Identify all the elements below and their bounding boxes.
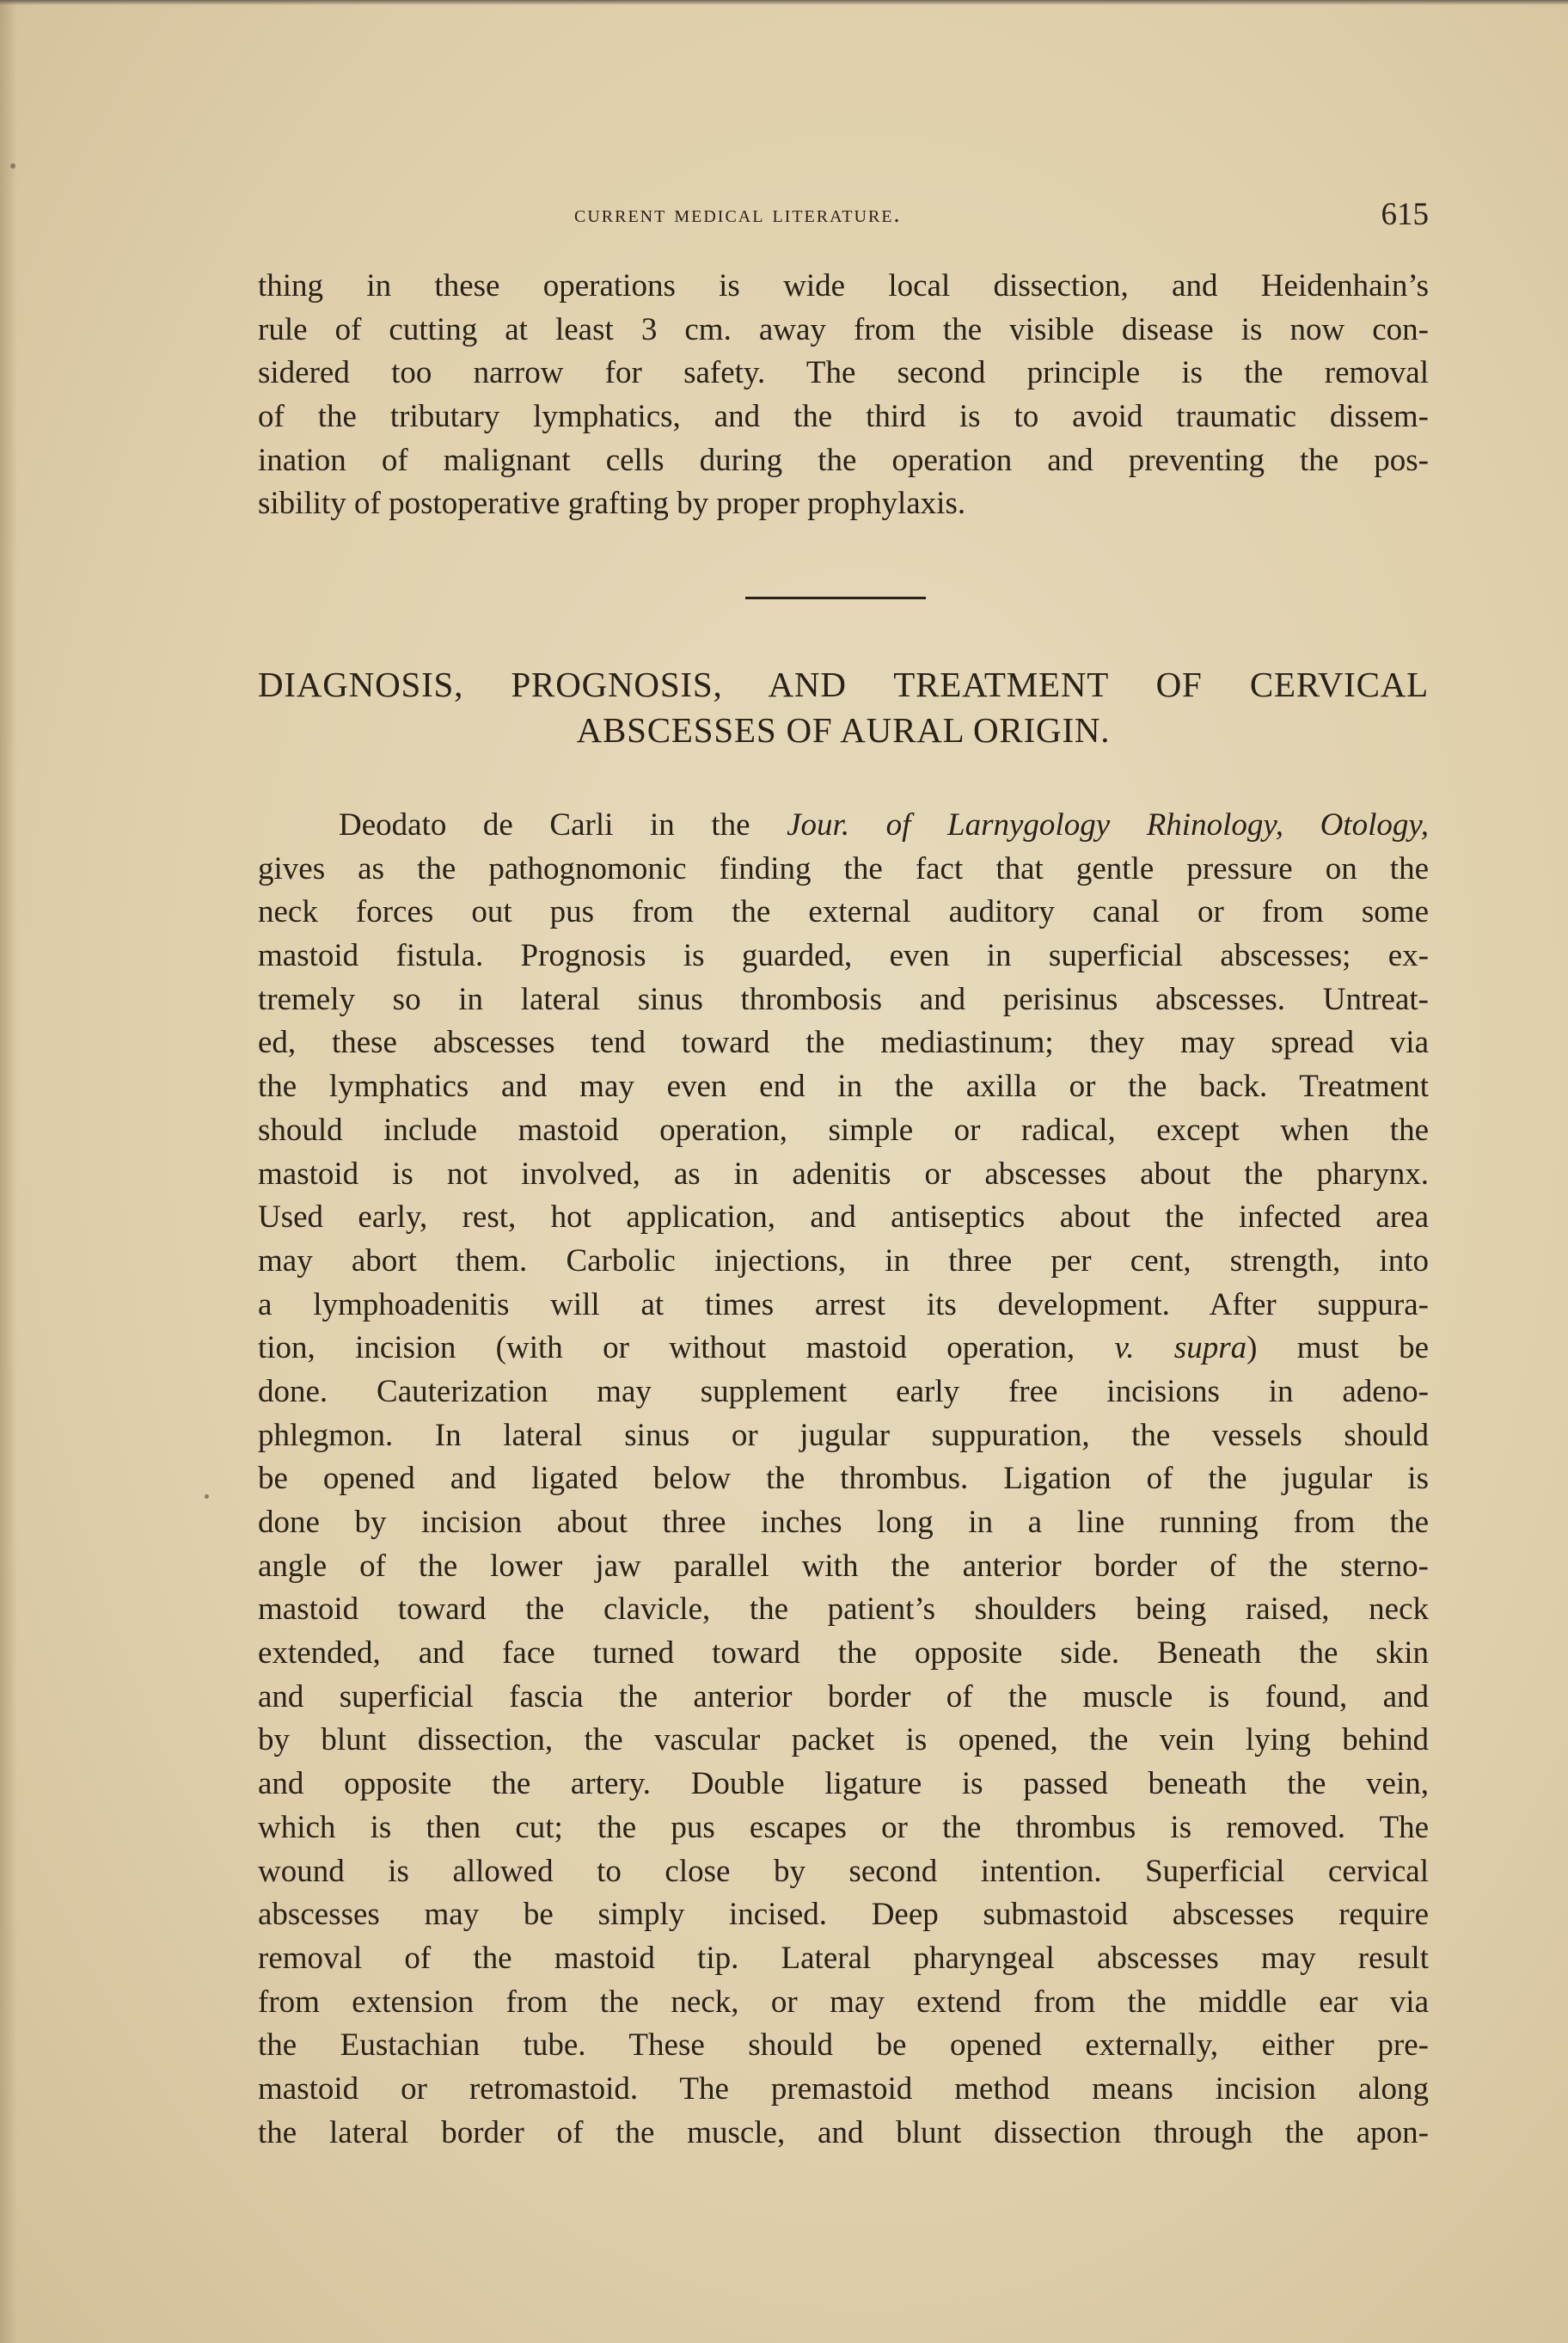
page-number: 615 — [1381, 197, 1429, 232]
text-line: Used early, rest, hot application, and antiseptics about the infected area — [258, 1199, 1429, 1236]
text-line: mastoid fistula. Prognosis is guarded, even in superficial abscesses; ex- — [258, 938, 1429, 974]
text-line: tremely so in lateral sinus thrombosis and perisinus abscesses. Untreat- — [258, 981, 1429, 1017]
latin-phrase-italic: v. supra — [1114, 1330, 1247, 1366]
text-line: abscesses may be simply incised. Deep submastoid abscesses require — [258, 1897, 1429, 1933]
section-heading — [258, 662, 1429, 753]
text-line: and opposite the artery. Double ligature is passed beneath the vein, — [258, 1766, 1429, 1802]
text-line: the lateral border of the muscle, and blunt dissection through the apon- — [258, 2114, 1429, 2150]
text-line-first — [258, 804, 1429, 848]
text-line: gives as the pathognomonic finding the fact that gentle pressure on the — [258, 850, 1429, 886]
text-line: should include mastoid operation, simple or radical, except when the — [258, 1112, 1429, 1148]
text-line: be opened and ligated below the thrombus. Ligation of the jugular is — [258, 1461, 1429, 1497]
heading-line: ABSCESSES OF AURAL ORIGIN. — [576, 710, 1111, 750]
text-line: mastoid toward the clavicle, the patient’s shoulders being raised, neck — [258, 1592, 1429, 1628]
text-line: extended, and face turned toward the opposite side. Beneath the skin — [258, 1635, 1429, 1671]
article-paragraph — [258, 804, 1429, 2155]
text-line: the Eustachian tube. These should be opened externally, either pre- — [258, 2027, 1429, 2064]
text-line: the lymphatics and may even end in the axilla or the back. Treatment — [258, 1069, 1429, 1105]
text-line: neck forces out pus from the external auditory canal or from some — [258, 894, 1429, 930]
journal-title-italic: Jour. of Larnygology Rhinology, Otology, — [787, 807, 1429, 843]
text-run: tion, incision (with or without mastoid operation, — [258, 1330, 1115, 1366]
text-line: ination of malignant cells during the operation and preventing the pos- — [258, 442, 1429, 478]
page-speck — [205, 1494, 209, 1499]
page-left-edge-shadow — [0, 0, 17, 2343]
text-line: done by incision about three inches long in a line running from the — [258, 1505, 1429, 1540]
text-line: wound is allowed to close by second intention. Superficial cervical — [258, 1853, 1429, 1889]
text-line: and superficial fascia the anterior border of the muscle is found, and — [258, 1678, 1429, 1714]
text-line: of the tributary lymphatics, and the third is to avoid traumatic dissem- — [258, 399, 1429, 435]
text-line: sidered too narrow for safety. The second principle is the removal — [258, 355, 1429, 391]
page-top-edge-shadow — [0, 0, 1568, 5]
text-line: thing in these operations is wide local dissection, and Heidenhain’s — [258, 268, 1429, 304]
text-line: ed, these abscesses tend toward the mediastinum; they may spread via — [258, 1025, 1429, 1061]
text-line: sibility of postoperative grafting by proper prophylaxis. — [258, 486, 966, 522]
running-head — [258, 196, 1429, 239]
text-run: Deodato de Carli in the — [339, 807, 787, 843]
running-title: current medical literature. — [574, 201, 902, 228]
text-line: a lymphoadenitis will at times arrest its development. After suppura- — [258, 1286, 1429, 1322]
text-line: phlegmon. In lateral sinus or jugular suppuration, the vessels should — [258, 1417, 1429, 1453]
text-run: ) must be — [1246, 1330, 1430, 1366]
text-line: may abort them. Carbolic injections, in three per cent, strength, into — [258, 1242, 1429, 1279]
text-line: by blunt dissection, the vascular packet is opened, the vein lying behind — [258, 1722, 1429, 1758]
text-line: mastoid or retromastoid. The premastoid method means incision along — [258, 2070, 1429, 2107]
text-line: rule of cutting at least 3 cm. away from the visible disease is now con- — [258, 311, 1429, 347]
paragraph-continued — [258, 265, 1429, 526]
text-line-with-italic — [258, 1327, 1429, 1371]
text-line: mastoid is not involved, as in adenitis or abscesses about the pharynx. — [258, 1156, 1429, 1192]
text-line: from extension from the neck, or may extend from the middle ear via — [258, 1984, 1429, 2020]
page-speck — [10, 163, 15, 169]
text-line: which is then cut; the pus escapes or the thrombus is removed. The — [258, 1809, 1429, 1845]
section-divider-rule — [745, 597, 926, 599]
text-line: removal of the mastoid tip. Lateral pharyngeal abscesses may result — [258, 1940, 1429, 1976]
text-line: done. Cauterization may supplement early free incisions in adeno- — [258, 1373, 1429, 1409]
heading-line: DIAGNOSIS, PROGNOSIS, AND TREATMENT OF CERVICAL — [258, 665, 1429, 704]
text-line: angle of the lower jaw parallel with the anterior border of the sterno- — [258, 1548, 1429, 1584]
